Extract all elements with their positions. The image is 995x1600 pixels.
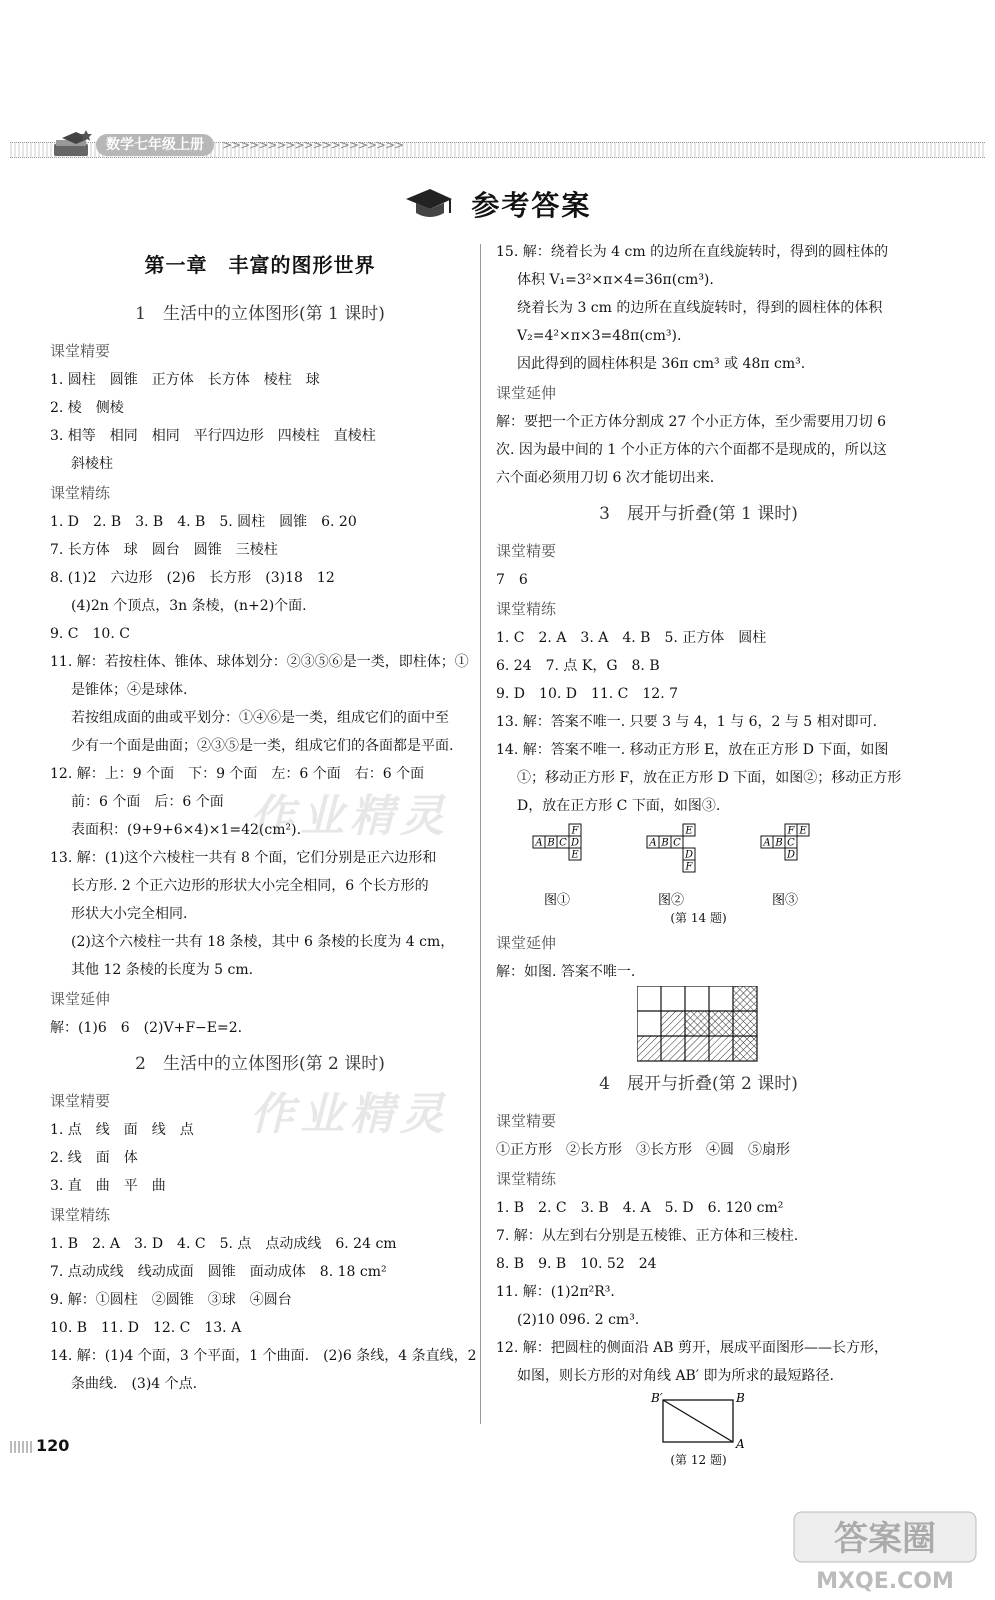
answer-line: 表面积：(9+9+6×4)×1=42(cm²).	[71, 822, 302, 838]
answer-line: 体积 V₁=3²×π×4=36π(cm³).	[517, 272, 714, 288]
net-letter: F	[571, 825, 578, 837]
graduation-cap-icon	[404, 187, 454, 221]
title-text: 参考答案	[471, 189, 592, 222]
answer-line: 7. 点动成线 线动成面 圆锥 面动成体 8. 18 cm²	[50, 1264, 387, 1280]
label-b-prime: B′	[650, 1391, 663, 1405]
section-label: 课堂精要	[496, 542, 557, 560]
answer-line: 6. 24 7. 点 K，G 8. B	[496, 658, 660, 674]
answer-line: 绕着长为 3 cm 的边所在直线旋转时，得到的圆柱体的体积	[517, 300, 883, 316]
answer-line: (2)这个六棱柱一共有 18 条棱，其中 6 条棱的长度为 4 cm，	[71, 934, 455, 950]
answer-line: 13. 解：答案不唯一. 只要 3 与 4，1 与 6，2 与 5 相对即可.	[496, 714, 878, 730]
answer-line: 11. 解：(1)2π²R³.	[496, 1284, 615, 1300]
answer-line: 长方形. 2 个正六边形的形状大小完全相同，6 个长方形的	[71, 878, 429, 894]
section-label: 课堂精练	[50, 1206, 111, 1224]
chapter-heading: 第一章 丰富的图形世界	[144, 253, 376, 277]
net-letter: A	[648, 837, 657, 849]
net-letter: D	[786, 849, 795, 861]
answer-line: 少有一个面是曲面；②③⑤是一类，组成它们的各面都是平面.	[71, 738, 454, 754]
label-b: B	[735, 1391, 745, 1405]
figure-14	[496, 820, 901, 908]
label-a: A	[735, 1437, 745, 1450]
answer-line: D，放在正方形 C 下面，如图③.	[517, 798, 721, 814]
book-icon	[50, 128, 96, 162]
answer-line: 9. C 10. C	[50, 626, 130, 642]
answer-line: 12. 解：上：9 个面 下：9 个面 左：6 个面 右：6 个面	[50, 766, 425, 782]
net-letter: A	[762, 837, 771, 849]
answer-line: 前：6 个面 后：6 个面	[71, 794, 224, 810]
net-letter: E	[570, 849, 579, 861]
header-banner	[10, 128, 985, 164]
answer-line: V₂=4²×π×3=48π(cm³).	[517, 328, 682, 344]
figure-label: 图②	[657, 893, 684, 908]
cut-grid-figure	[637, 986, 761, 1062]
answer-line: 11. 解：若按柱体、锥体、球体划分：②③⑤⑥是一类，即柱体；①	[50, 654, 469, 670]
answer-line: 1. B 2. C 3. B 4. A 5. D 6. 120 cm²	[496, 1200, 784, 1216]
cube-nets-figure	[529, 820, 869, 908]
answer-line: 12. 解：把圆柱的侧面沿 AB 剪开，展成平面图形——长方形，	[496, 1340, 889, 1356]
answer-line: ①；移动正方形 F，放在正方形 D 下面，如图②；移动正方形	[517, 770, 902, 786]
logo-url: MXQE.COM	[816, 1569, 954, 1594]
right-column	[496, 238, 901, 1470]
header-chevrons: >>>>>>>>>>>>>>>>>>>>	[222, 138, 404, 152]
section-label: 课堂精练	[50, 484, 111, 502]
answer-line: 7. 解：从左到右分别是五棱锥、正方体和三棱柱.	[496, 1228, 799, 1244]
answer-line: (4)2n 个顶点，3n 条棱，(n+2)个面.	[71, 598, 307, 614]
net-letter: A	[534, 837, 543, 849]
answer-line: 2. 线 面 体	[50, 1150, 138, 1166]
watermark: 作业精灵	[250, 1089, 450, 1140]
net-letter: D	[570, 837, 579, 849]
answer-line: 形状大小完全相同.	[71, 906, 188, 922]
net-letter: C	[558, 837, 567, 849]
answer-line: 9. 解：①圆柱 ②圆锥 ③球 ④圆台	[50, 1292, 292, 1308]
answer-line: 解：(1)6 6 (2)V+F−E=2.	[50, 1020, 243, 1036]
page-title	[0, 184, 995, 224]
cylinder-net-figure	[649, 1390, 749, 1450]
section-label: 课堂延伸	[496, 934, 557, 952]
net-letter: B	[774, 837, 783, 849]
answer-line: 1. B 2. A 3. D 4. C 5. 点 点动成线 6. 24 cm	[50, 1236, 397, 1252]
net-letter: E	[798, 825, 807, 837]
figure-label: 图①	[543, 893, 570, 908]
answer-line: 条曲线. (3)4 个点.	[71, 1376, 198, 1392]
figure-label: 图③	[771, 893, 798, 908]
figure-caption: (第 12 题)	[670, 1453, 727, 1467]
answer-line: 斜棱柱	[71, 456, 113, 472]
net-letter: C	[672, 837, 681, 849]
answer-line: (2)10 096. 2 cm³.	[517, 1312, 640, 1328]
answer-line: 因此得到的圆柱体积是 36π cm³ 或 48π cm³.	[517, 356, 806, 372]
answer-line: 解：要把一个正方体分割成 27 个小正方体，至少需要用刀切 6	[496, 414, 887, 430]
net-letter: B	[660, 837, 669, 849]
answer-line: 六个面必须用刀切 6 次才能切出来.	[496, 470, 715, 486]
answer-line: 1. C 2. A 3. A 4. B 5. 正方体 圆柱	[496, 630, 767, 646]
answer-line: 8. (1)2 六边形 (2)6 长方形 (3)18 12	[50, 570, 335, 586]
section-label: 课堂精要	[50, 342, 111, 360]
lesson-heading: 4 展开与折叠(第 2 课时)	[599, 1074, 798, 1094]
answer-line: 解：如图. 答案不唯一.	[496, 964, 636, 980]
answer-line: 1. D 2. B 3. B 4. B 5. 圆柱 圆锥 6. 20	[50, 514, 357, 530]
answer-line: 次. 因为最中间的 1 个小正方体的六个面都不是现成的，所以这	[496, 442, 887, 458]
answer-line: 7. 长方体 球 圆台 圆锥 三棱柱	[50, 542, 278, 558]
answer-line: 1. 点 线 面 线 点	[50, 1122, 194, 1138]
net-letter: E	[684, 825, 693, 837]
page-number-text: 120	[36, 1436, 70, 1455]
book-title: 数学七年级上册	[96, 134, 214, 156]
figure-caption: (第 14 题)	[670, 911, 727, 925]
answer-line: 15. 解：绕着长为 4 cm 的边所在直线旋转时，得到的圆柱体的	[496, 244, 889, 260]
answer-line: ①正方形 ②长方形 ③长方形 ④圆 ⑤扇形	[496, 1142, 790, 1158]
answer-line: 3. 直 曲 平 曲	[50, 1178, 166, 1194]
section-label: 课堂精练	[496, 600, 557, 618]
section-label: 课堂精要	[50, 1092, 111, 1110]
answer-line: 其他 12 条棱的长度为 5 cm.	[71, 962, 254, 978]
answer-line: 10. B 11. D 12. C 13. A	[50, 1320, 242, 1336]
net-letter: C	[786, 837, 795, 849]
page-bar	[10, 1441, 32, 1453]
answer-line: 1. 圆柱 圆锥 正方体 长方体 棱柱 球	[50, 372, 320, 388]
net-letter: F	[685, 861, 692, 873]
column-divider	[480, 244, 481, 1424]
lesson-heading: 3 展开与折叠(第 1 课时)	[599, 504, 798, 524]
answer-line: 2. 棱 侧棱	[50, 400, 124, 416]
answer-line: 13. 解：(1)这个六棱柱一共有 8 个面，它们分别是正六边形和	[50, 850, 437, 866]
lesson-heading: 1 生活中的立体图形(第 1 课时)	[135, 304, 385, 324]
logo-text: 答案圈	[834, 1519, 936, 1559]
answer-line: 是锥体；④是球体.	[71, 682, 188, 698]
answer-line: 3. 相等 相同 相同 平行四边形 四棱柱 直棱柱	[50, 428, 376, 444]
section-label: 课堂延伸	[50, 990, 111, 1008]
page-number	[10, 1436, 69, 1455]
figure-12	[496, 1390, 901, 1450]
answer-line: 9. D 10. D 11. C 12. 7	[496, 686, 679, 702]
watermark: 作业精灵	[250, 791, 450, 842]
section-label: 课堂精练	[496, 1170, 557, 1188]
net-letter: F	[787, 825, 794, 837]
answer-line: 若按组成面的曲或平划分：①④⑥是一类，组成它们的面中至	[71, 710, 449, 726]
section-label: 课堂精要	[496, 1112, 557, 1130]
answer-line: 7 6	[496, 572, 528, 588]
site-logo	[790, 1508, 980, 1596]
section-label: 课堂延伸	[496, 384, 557, 402]
net-letter: B	[546, 837, 555, 849]
answer-line: 8. B 9. B 10. 52 24	[496, 1256, 657, 1272]
answer-line: 14. 解：答案不唯一. 移动正方形 E，放在正方形 D 下面，如图	[496, 742, 889, 758]
net-letter: D	[684, 849, 693, 861]
answer-line: 14. 解：(1)4 个面，3 个平面，1 个曲面. (2)6 条线，4 条直线，2	[50, 1348, 477, 1364]
answer-line: 如图，则长方形的对角线 AB′ 即为所求的最短路径.	[517, 1368, 834, 1384]
lesson-heading: 2 生活中的立体图形(第 2 课时)	[135, 1054, 385, 1074]
figure-grid	[496, 986, 901, 1062]
